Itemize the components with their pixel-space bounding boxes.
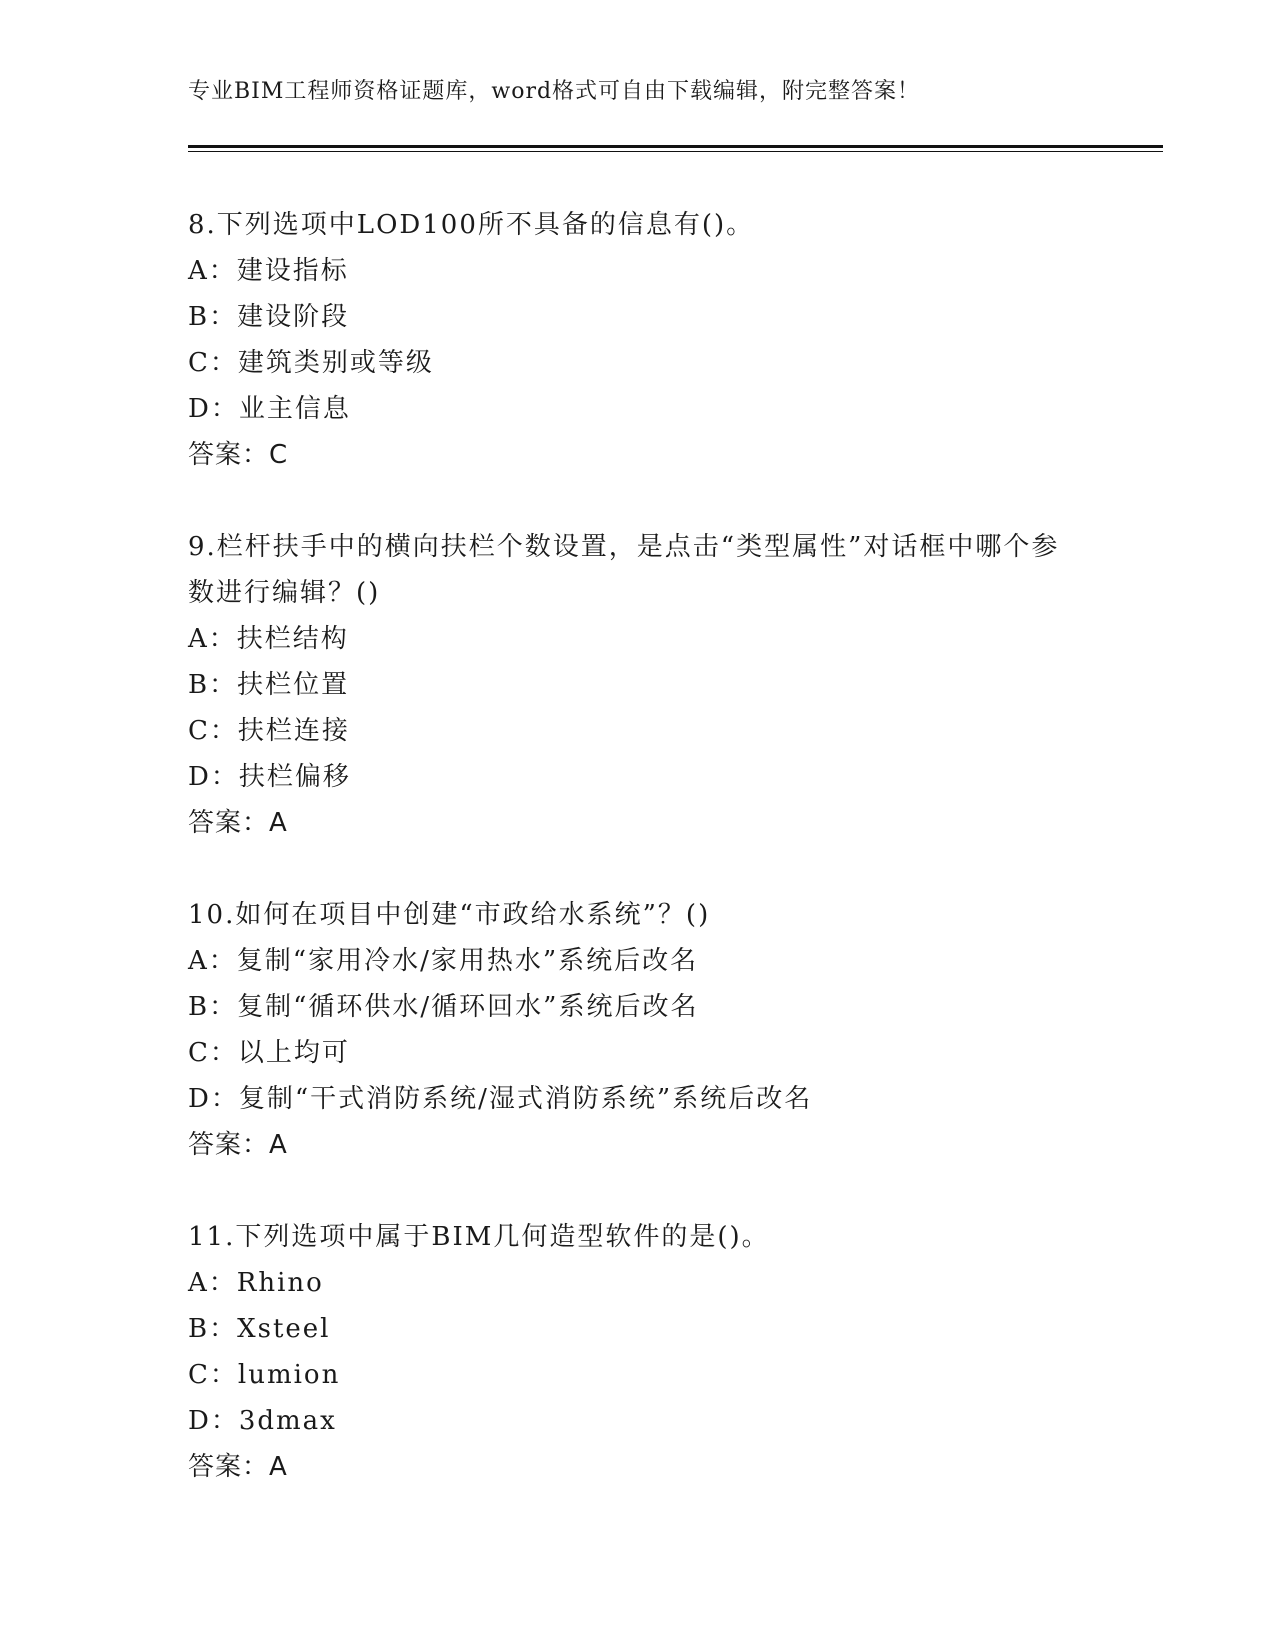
option-c: C：lumion: [188, 1360, 341, 1390]
option-c: C：以上均可: [188, 1038, 350, 1068]
option-b: B：复制“循环供水/循环回水”系统后改名: [188, 992, 699, 1022]
question-8: [188, 202, 1068, 478]
question-stem: 11.下列选项中属于BIM几何造型软件的是()。: [188, 1222, 770, 1252]
option-a: A：Rhino: [188, 1268, 324, 1298]
answer-line: 答案：A: [188, 1452, 288, 1482]
option-d: D：扶栏偏移: [188, 762, 351, 792]
option-a: A：建设指标: [188, 256, 349, 286]
question-list: [188, 202, 1068, 1536]
option-a: A：扶栏结构: [188, 624, 349, 654]
option-d: D：业主信息: [188, 394, 351, 424]
option-b: B：建设阶段: [188, 302, 350, 332]
page-header: 专业BIM工程师资格证题库，word格式可自由下载编辑，附完整答案！: [188, 79, 921, 104]
option-d: D：3dmax: [188, 1406, 337, 1436]
option-b: B：扶栏位置: [188, 670, 350, 700]
question-9: [188, 524, 1068, 846]
answer-line: 答案：C: [188, 440, 289, 470]
header-rule-thick: [188, 145, 1163, 148]
question-stem: 8.下列选项中LOD100所不具备的信息有()。: [188, 210, 755, 240]
header-rule-thin: [188, 151, 1163, 152]
question-stem: 9.栏杆扶手中的横向扶栏个数设置，是点击“类型属性”对话框中哪个参数进行编辑？(): [188, 532, 1060, 608]
option-d: D：复制“干式消防系统/湿式消防系统”系统后改名: [188, 1084, 813, 1114]
option-c: C：建筑类别或等级: [188, 348, 434, 378]
option-c: C：扶栏连接: [188, 716, 350, 746]
question-11: [188, 1214, 1068, 1490]
option-b: B：Xsteel: [188, 1314, 331, 1344]
question-stem: 10.如何在项目中创建“市政给水系统”？(): [188, 900, 711, 930]
question-10: [188, 892, 1068, 1168]
answer-line: 答案：A: [188, 1130, 288, 1160]
answer-line: 答案：A: [188, 808, 288, 838]
option-a: A：复制“家用冷水/家用热水”系统后改名: [188, 946, 699, 976]
